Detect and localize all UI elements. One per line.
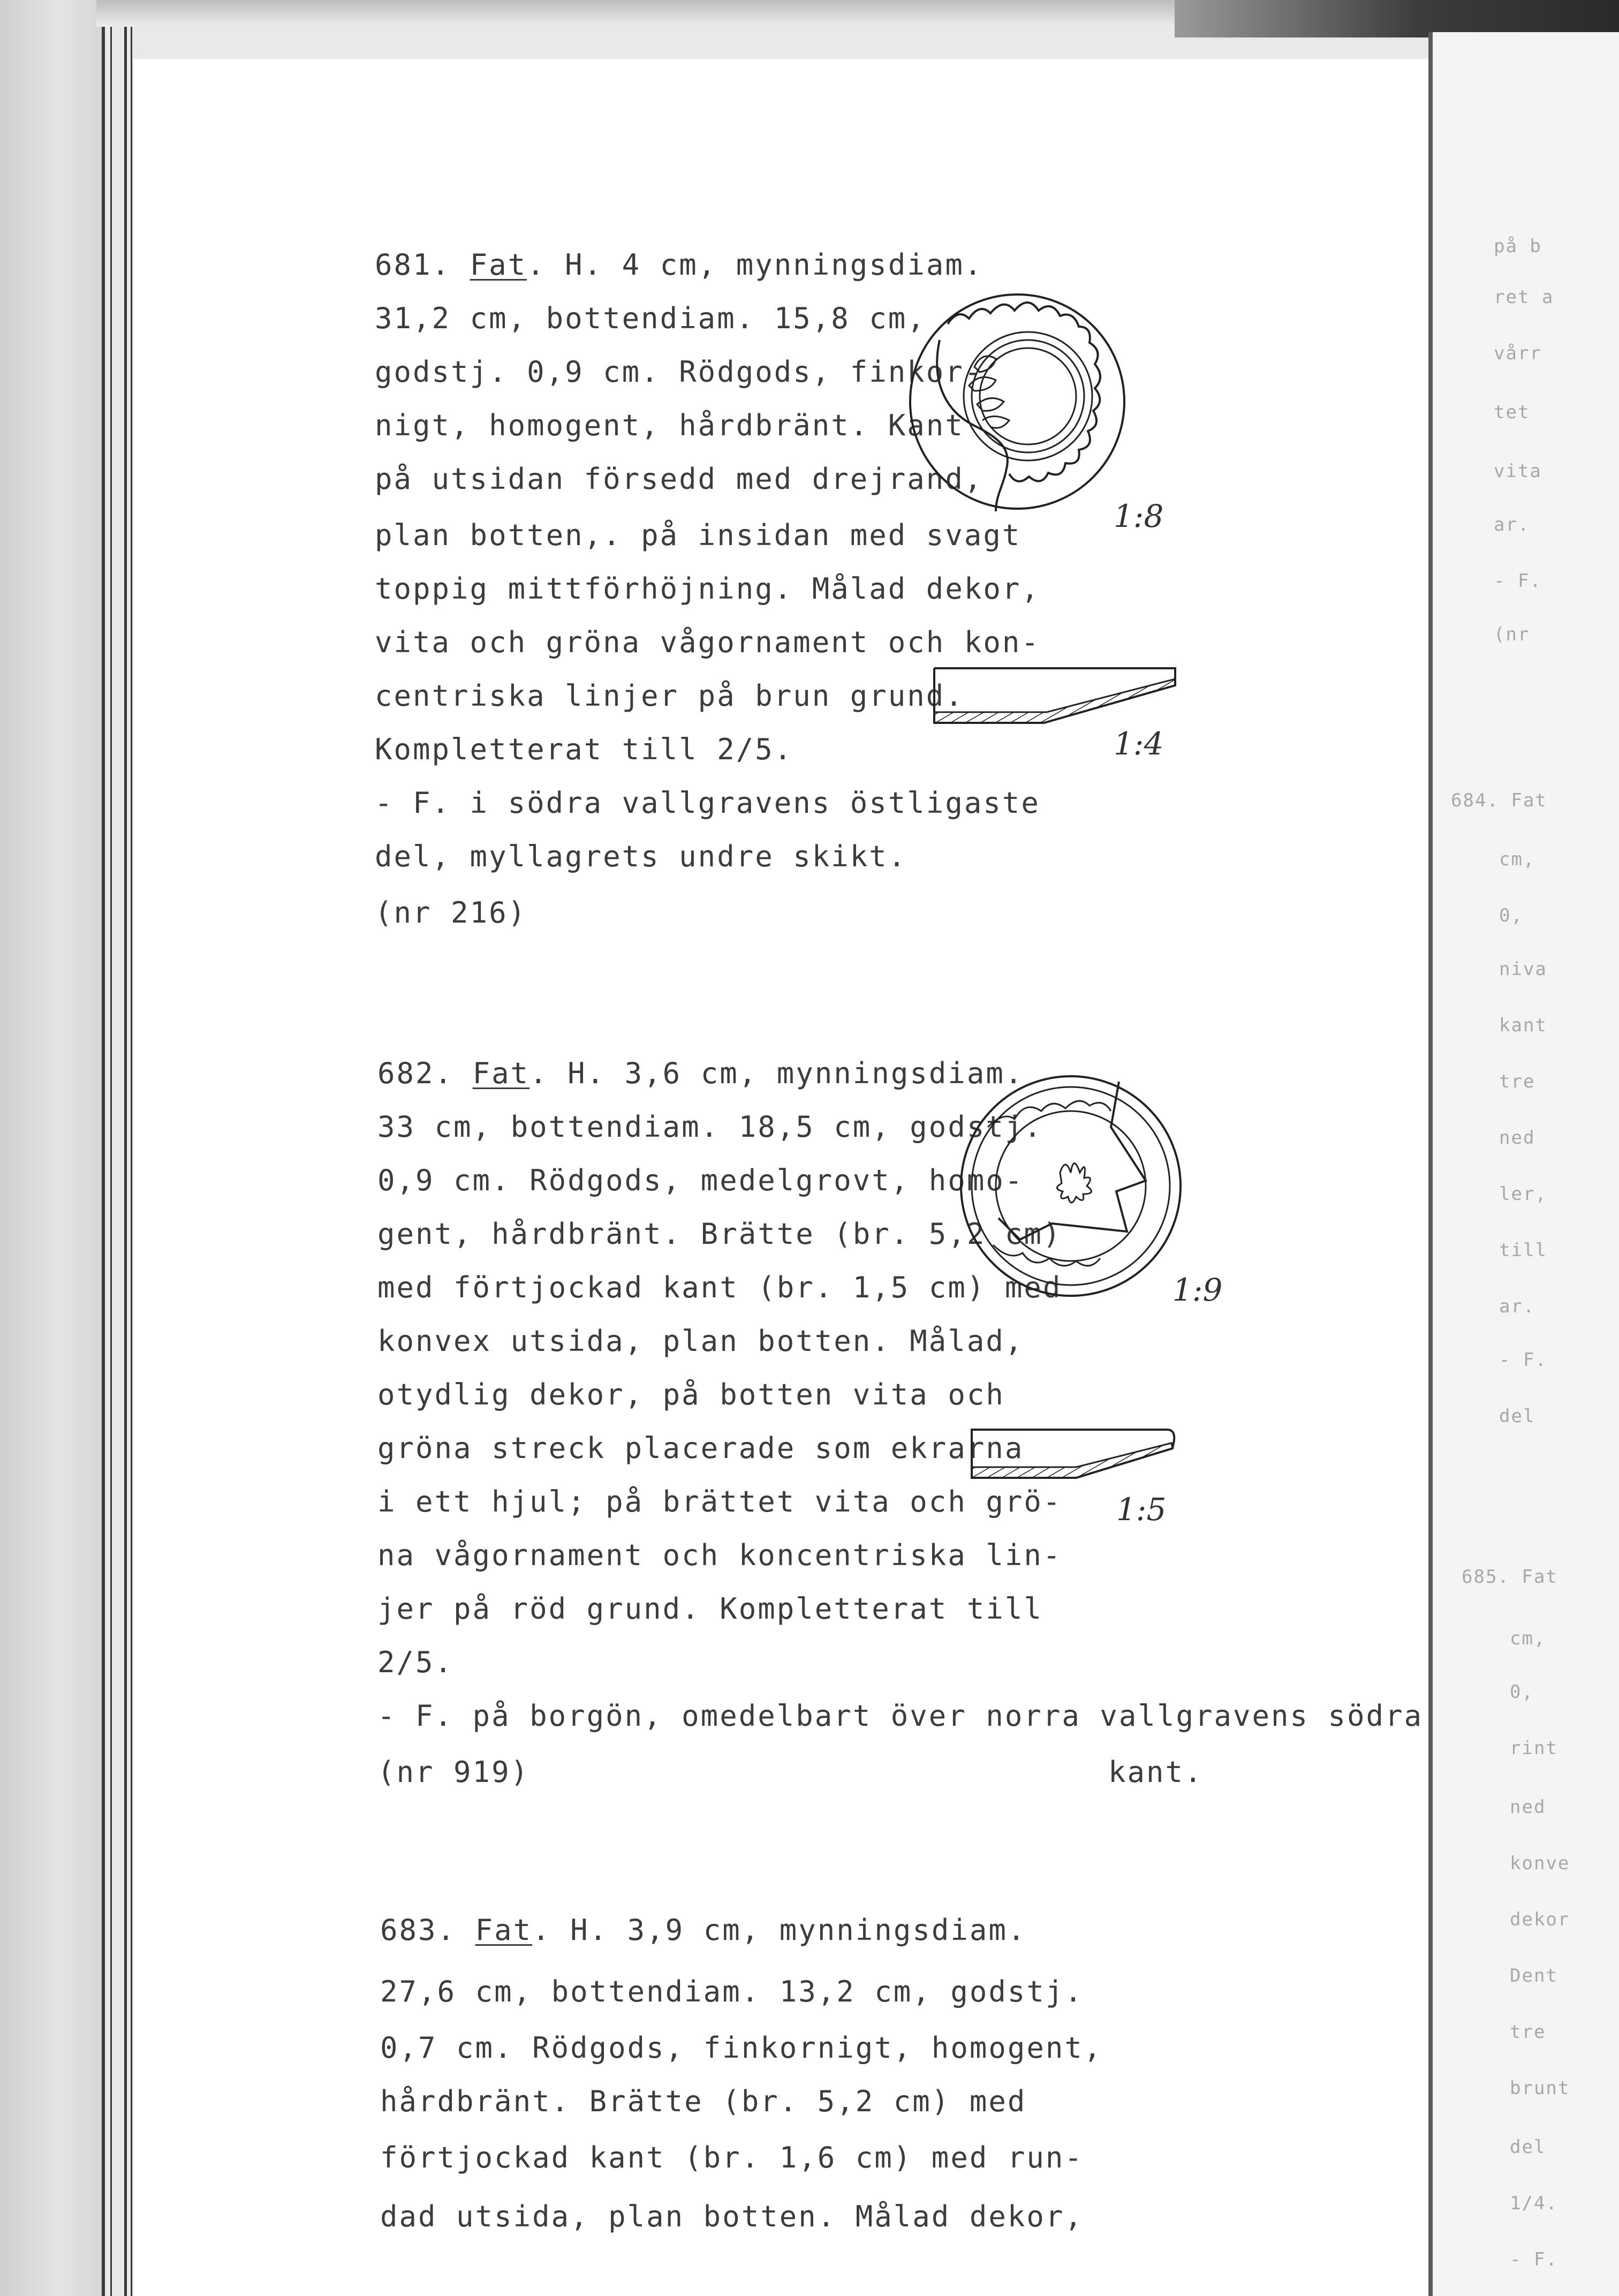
entry-line: otydlig dekor, på botten vita och xyxy=(377,1378,1005,1411)
margin-line: - F. xyxy=(1494,570,1542,592)
entry-line: hårdbränt. Brätte (br. 5,2 cm) med xyxy=(380,2084,1027,2118)
entry-line: (nr 919) xyxy=(377,1755,530,1789)
margin-line: - F. xyxy=(1510,2249,1558,2270)
margin-line: cm, xyxy=(1499,849,1535,870)
entry-line: 0,9 cm. Rödgods, medelgrovt, homo- xyxy=(377,1164,1024,1197)
top-scan-edge xyxy=(96,0,1189,27)
plate-profile-drawing xyxy=(932,664,1183,728)
entry-line: på utsidan försedd med drejrand, xyxy=(375,462,983,496)
entry-line: i ett hjul; på brättet vita och grö- xyxy=(377,1485,1062,1519)
entry-line: vita och gröna vågornament och kon- xyxy=(375,625,1040,659)
margin-line: (nr xyxy=(1494,624,1530,645)
entry-line: 31,2 cm, bottendiam. 15,8 cm, xyxy=(375,301,926,335)
margin-line: ned xyxy=(1499,1127,1535,1149)
margin-line: vårr xyxy=(1494,343,1542,364)
margin-line: tre xyxy=(1499,1071,1535,1092)
entry-line: centriska linjer på brun grund. xyxy=(375,679,964,713)
entry-line: godstj. 0,9 cm. Rödgods, finkor- xyxy=(375,355,983,389)
margin-line: rint xyxy=(1510,1738,1558,1759)
binding-shadow xyxy=(0,0,102,2296)
entry-line: gröna streck placerade som ekrarna xyxy=(377,1431,1024,1465)
margin-line: dekor xyxy=(1510,1909,1570,1930)
entry-line: 683. Fat. H. 3,9 cm, mynningsdiam. xyxy=(380,1913,1027,1947)
margin-line: niva xyxy=(1499,958,1547,980)
margin-line: ned xyxy=(1510,1796,1546,1818)
margin-line: Dent xyxy=(1510,1965,1558,1987)
plate-top-view-drawing xyxy=(956,1068,1186,1304)
margin-line: cm, xyxy=(1510,1628,1546,1649)
scale-label-profile: 1:4 xyxy=(1114,726,1164,762)
entry-line: (nr 216) xyxy=(375,896,527,930)
binding-line xyxy=(110,0,112,2296)
margin-line: ar. xyxy=(1494,514,1530,535)
entry-line: toppig mittförhöjning. Målad dekor, xyxy=(375,572,1040,606)
margin-line: 1/4. xyxy=(1510,2193,1558,2214)
entry-line: - F. på borgön, omedelbart över norra vallgravens södra xyxy=(377,1699,1424,1733)
margin-line: på b xyxy=(1494,236,1542,257)
entry-line: 27,6 cm, bottendiam. 13,2 cm, godstj. xyxy=(380,1975,1084,2008)
entry-line: 682. Fat. H. 3,6 cm, mynningsdiam. xyxy=(377,1056,1024,1090)
margin-line: 684. Fat xyxy=(1451,790,1547,811)
entry-line: nigt, homogent, hårdbränt. Kant xyxy=(375,409,964,442)
margin-line: tre xyxy=(1510,2021,1546,2043)
entry-line: 0,7 cm. Rödgods, finkornigt, homogent, xyxy=(380,2031,1103,2065)
margin-line: 0, xyxy=(1499,905,1523,926)
margin-line: ret a xyxy=(1494,286,1554,308)
plate-top-view-drawing xyxy=(889,270,1146,533)
entry-line: na vågornament och koncentriska lin- xyxy=(377,1538,1062,1572)
binding-line xyxy=(131,0,132,2296)
scale-label-top-view: 1:9 xyxy=(1172,1272,1223,1308)
margin-line: ler, xyxy=(1499,1183,1547,1205)
entry-line: dad utsida, plan botten. Målad dekor, xyxy=(380,2200,1084,2233)
entry-line: 2/5. xyxy=(377,1645,454,1679)
entry-line: plan botten,. på insidan med svagt xyxy=(375,518,1022,552)
entry-line: - F. i södra vallgravens östligaste xyxy=(375,786,1040,820)
margin-line: 685. Fat xyxy=(1462,1566,1558,1588)
entry-line: 33 cm, bottendiam. 18,5 cm, godstj. xyxy=(377,1110,1043,1144)
entry-line: 681. Fat. H. 4 cm, mynningsdiam. xyxy=(375,248,983,282)
margin-line: del xyxy=(1499,1406,1535,1427)
margin-line: kant xyxy=(1499,1015,1547,1036)
margin-line: - F. xyxy=(1499,1349,1547,1371)
margin-line: ar. xyxy=(1499,1296,1535,1317)
entry-line: jer på röd grund. Kompletterat till xyxy=(377,1592,1043,1626)
margin-line: del xyxy=(1510,2136,1546,2158)
margin-line: 0, xyxy=(1510,1681,1534,1703)
entry-line: med förtjockad kant (br. 1,5 cm) med xyxy=(377,1271,1062,1304)
scale-label-top-view: 1:8 xyxy=(1114,498,1164,534)
entry-line-tail: kant. xyxy=(1108,1755,1204,1789)
entry-line: förtjockad kant (br. 1,6 cm) med run- xyxy=(380,2141,1084,2174)
margin-line: konve xyxy=(1510,1853,1570,1874)
entry-line: gent, hårdbränt. Brätte (br. 5,2 cm) xyxy=(377,1217,1062,1251)
binding-line xyxy=(102,0,105,2296)
entry-line: del, myllagrets undre skikt. xyxy=(375,840,907,873)
entry-line: konvex utsida, plan botten. Målad, xyxy=(377,1324,1024,1358)
plate-profile-drawing xyxy=(969,1427,1178,1486)
margin-line: tet xyxy=(1494,402,1530,423)
entry-line: Kompletterat till 2/5. xyxy=(375,732,793,766)
margin-line: till xyxy=(1499,1240,1547,1261)
margin-line: brunt xyxy=(1510,2078,1570,2099)
margin-line: vita xyxy=(1494,460,1542,482)
scale-label-profile: 1:5 xyxy=(1116,1491,1167,1528)
page-edge xyxy=(1428,32,1433,2296)
adjacent-page-strip xyxy=(1429,32,1619,2296)
binding-line xyxy=(124,0,127,2296)
